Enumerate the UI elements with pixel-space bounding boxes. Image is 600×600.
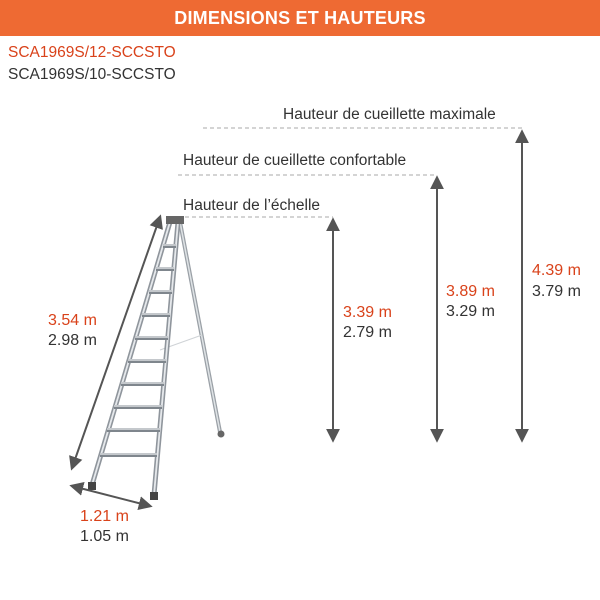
comfort-pick-label: Hauteur de cueillette confortable [183, 152, 407, 169]
ladder-length-value-primary: 3.54 m [48, 312, 97, 329]
comfort-pick-value-secondary: 3.29 m [446, 303, 495, 320]
base-width-value-secondary: 1.05 m [80, 528, 129, 545]
ladder-length-value-secondary: 2.98 m [48, 332, 97, 349]
base-width-value-primary: 1.21 m [80, 508, 129, 525]
ladder-illustration [88, 216, 225, 500]
ladder-height-value-primary: 3.39 m [343, 304, 392, 321]
ladder-height-value-secondary: 2.79 m [343, 324, 392, 341]
max-pick-label: Hauteur de cueillette maximale [283, 106, 496, 123]
header-title: DIMENSIONS ET HAUTEURS [174, 7, 426, 28]
ladder-height-label: Hauteur de l’échelle [183, 197, 321, 214]
max-pick-value-primary: 4.39 m [532, 262, 581, 279]
model-secondary: SCA1969S/10-SCCSTO [8, 66, 176, 83]
max-pick-value-secondary: 3.79 m [532, 283, 581, 300]
comfort-pick-value-primary: 3.89 m [446, 283, 495, 300]
base-width-arrow [72, 486, 150, 506]
model-primary: SCA1969S/12-SCCSTO [8, 44, 176, 61]
